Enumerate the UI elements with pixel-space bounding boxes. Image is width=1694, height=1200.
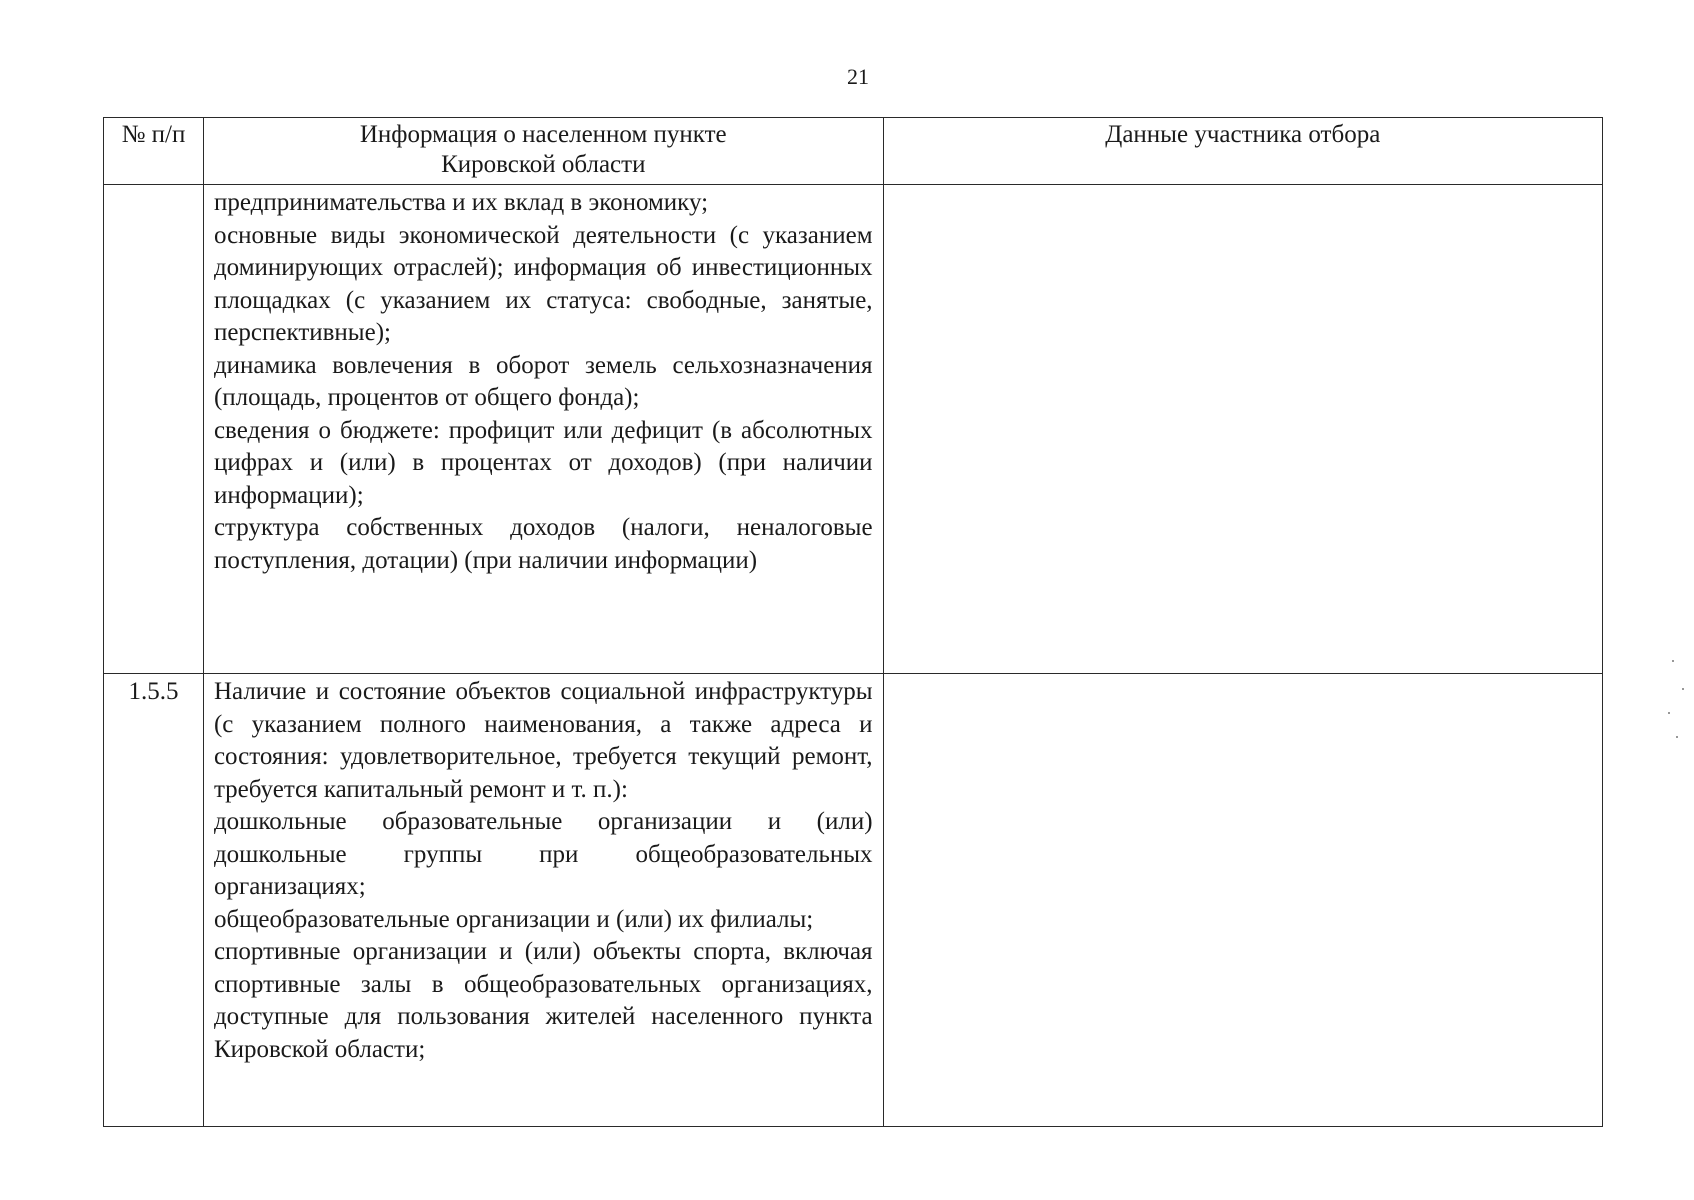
info-paragraph: динамика вовлечения в оборот земель сельхозназначения (площадь, процентов от общего фонда);: [213, 351, 873, 411]
info-paragraph: предпринимательства и их вклад в экономику;: [213, 189, 709, 216]
info-paragraph: сведения о бюджете: профицит или дефицит (в абсолютных цифрах и (или) в процентах от доходов) (при наличии информации);: [213, 416, 873, 509]
info-paragraph: основные виды экономической деятельности (с указанием доминирующих отраслей); информация об инвестиционных площадках (с указанием их статуса: свободные, занятые, перспективные);: [213, 221, 873, 346]
row-number: [104, 185, 204, 674]
info-paragraph: дошкольные образовательные организации и (или) дошкольные группы при общеобразовательных организациях;: [213, 808, 873, 900]
header-participant-data: Данные участника отбора: [883, 118, 1602, 185]
header-settlement-info: [203, 118, 883, 185]
info-paragraph: спортивные организации и (или) объекты спорта, включая спортивные залы в общеобразовательных организациях, доступные для пользования жителей населенного пункта Кировской области;: [213, 938, 873, 1063]
info-paragraph: Наличие и состояние объектов социальной инфраструктуры (с указанием полного наименования, а также адреса и состояния: удовлетворительное, требуется текущий ремонт, требуется капитальный ремонт и т. п.):: [213, 678, 873, 803]
scan-speck: [1682, 688, 1684, 690]
header-info-line-1: Информация о населенном пункте: [359, 121, 727, 148]
scan-speck: [1676, 736, 1678, 738]
row-info: [203, 185, 883, 674]
scan-speck: [1668, 712, 1670, 714]
table-row: [104, 674, 1603, 1127]
table-row: [104, 185, 1603, 674]
row-participant-data: [883, 185, 1602, 674]
info-paragraph: структура собственных доходов (налоги, неналоговые поступления, дотации) (при наличии информации): [213, 514, 873, 574]
page-number: 21: [847, 64, 869, 89]
header-info-line-2: Кировской области: [441, 151, 646, 178]
header-number: № п/п: [104, 118, 204, 185]
info-table: [103, 117, 1603, 1127]
row-number: 1.5.5: [104, 674, 204, 1127]
info-paragraph: общеобразовательные организации и (или) их филиалы;: [213, 905, 814, 933]
row-participant-data: [883, 674, 1602, 1127]
scan-speck: [1672, 660, 1674, 662]
row-info: [203, 674, 883, 1127]
table-header-row: [104, 118, 1603, 185]
